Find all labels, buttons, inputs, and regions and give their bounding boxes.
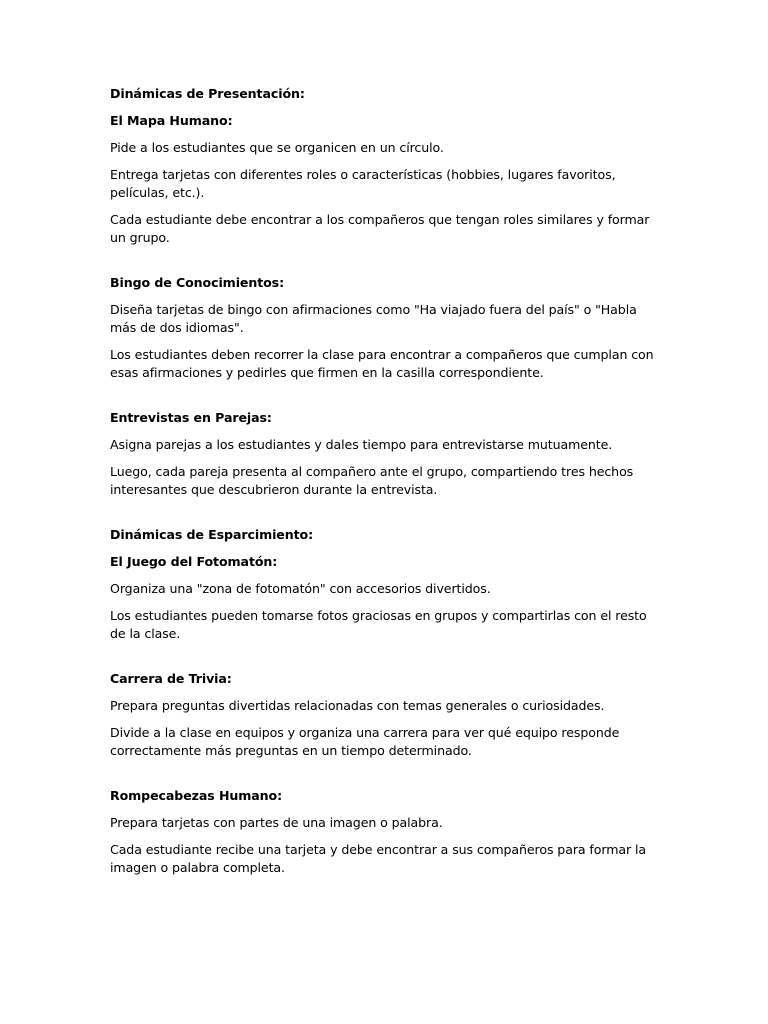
activity-title: Entrevistas en Parejas: [110,410,272,425]
paragraph: Luego, cada pareja presenta al compañero ante el grupo, compartiendo tres hechos interesantes que descubrieron durante la entrevista. [110,464,634,497]
paragraph: Cada estudiante recibe una tarjeta y debe encontrar a sus compañeros para formar la imagen o palabra completa. [110,842,646,875]
paragraph: Los estudiantes pueden tomarse fotos graciosas en grupos y compartirlas con el resto de la clase. [110,608,647,641]
document-body [110,85,662,886]
activity-title: El Mapa Humano: [110,113,233,128]
section-rompecabezas [110,787,662,877]
paragraph: Diseña tarjetas de bingo con afirmaciones como "Ha viajado fuera del país" o "Habla más de dos idiomas". [110,302,637,335]
section-entrevistas [110,409,662,499]
section-heading: Dinámicas de Esparcimiento: [110,527,314,542]
activity-title: Carrera de Trivia: [110,671,232,686]
paragraph: Organiza una "zona de fotomatón" con accesorios divertidos. [110,581,491,596]
activity-title: El Juego del Fotomatón: [110,554,278,569]
section-heading: Dinámicas de Presentación: [110,86,305,101]
activity-title: Bingo de Conocimientos: [110,275,285,290]
paragraph: Prepara preguntas divertidas relacionadas con temas generales o curiosidades. [110,698,605,713]
paragraph: Los estudiantes deben recorrer la clase para encontrar a compañeros que cumplan con esas afirmaciones y pedirles que firmen en la casilla correspondiente. [110,347,654,380]
paragraph: Divide a la clase en equipos y organiza una carrera para ver qué equipo responde correctamente más preguntas en un tiempo determinado. [110,725,620,758]
activity-title: Rompecabezas Humano: [110,788,283,803]
paragraph: Prepara tarjetas con partes de una imagen o palabra. [110,815,443,830]
section-fotomaton [110,526,662,643]
paragraph: Asigna parejas a los estudiantes y dales tiempo para entrevistarse mutuamente. [110,437,613,452]
paragraph: Pide a los estudiantes que se organicen en un círculo. [110,140,444,155]
section-bingo [110,274,662,382]
paragraph: Entrega tarjetas con diferentes roles o características (hobbies, lugares favoritos, películas, etc.). [110,167,616,200]
section-trivia [110,670,662,760]
paragraph: Cada estudiante debe encontrar a los compañeros que tengan roles similares y formar un grupo. [110,212,650,245]
section-mapa-humano [110,85,662,247]
